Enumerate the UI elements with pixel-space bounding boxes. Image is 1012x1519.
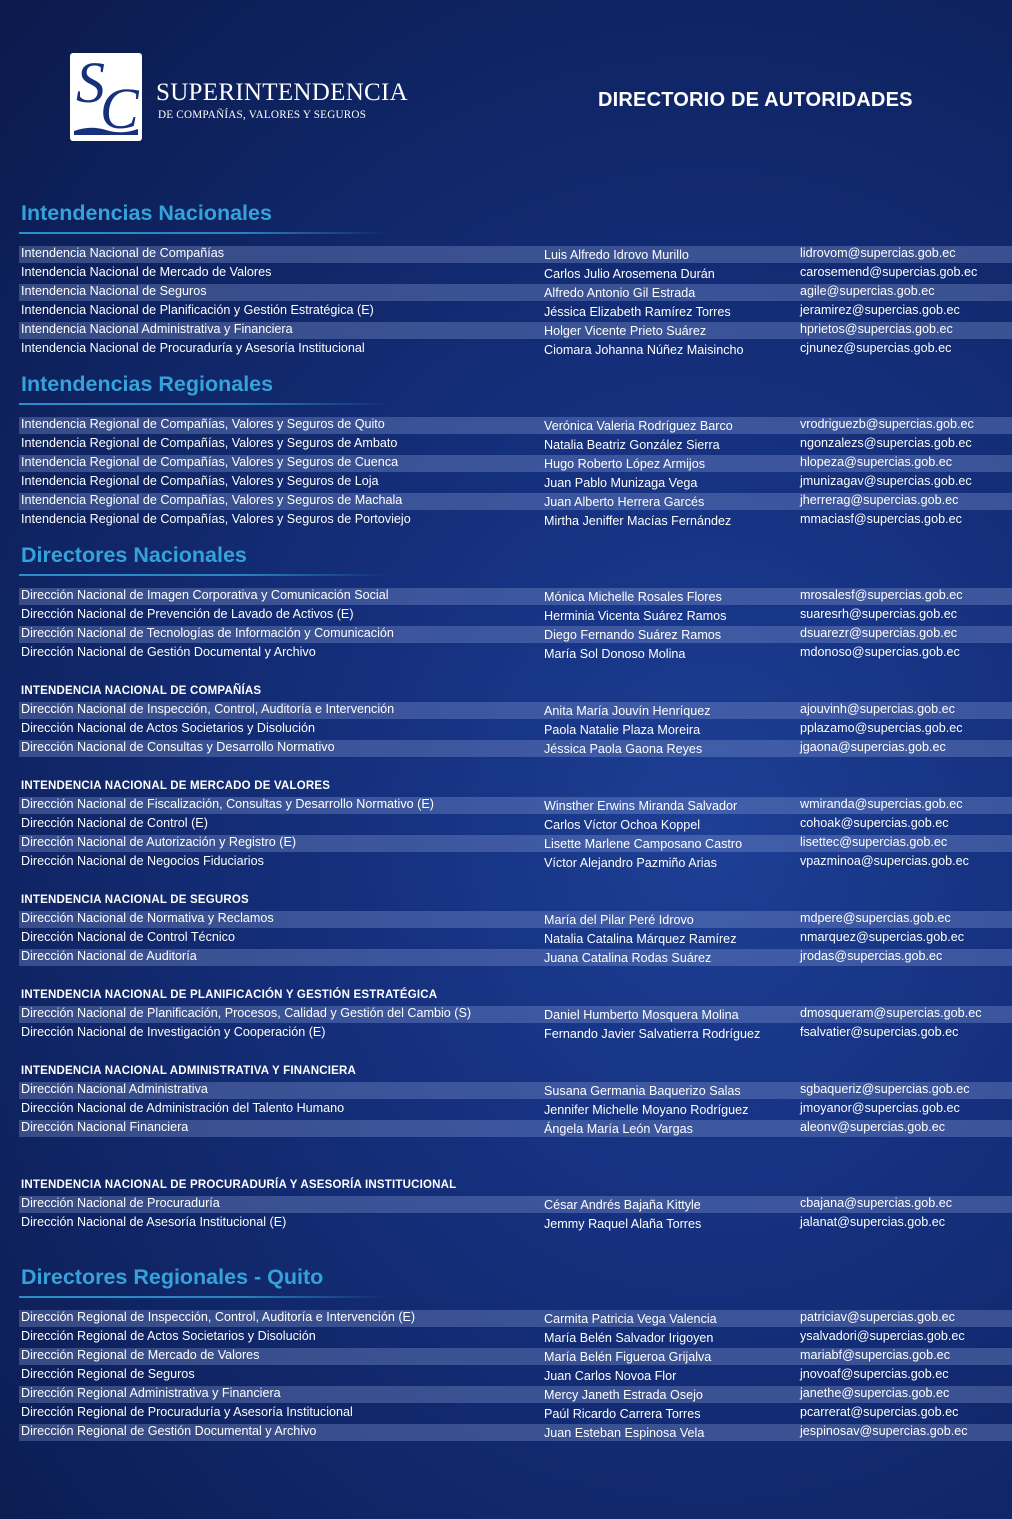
email-link[interactable]: jalanat@supercias.gob.ec <box>800 1215 946 1229</box>
wave-icon <box>74 125 138 135</box>
unit-cell: Dirección Regional de Actos Societarios y Disolución <box>21 1329 316 1343</box>
email-link[interactable]: jrodas@supercias.gob.ec <box>800 949 943 963</box>
unit-cell: Dirección Nacional de Fiscalización, Consultas y Desarrollo Normativo (E) <box>21 797 434 811</box>
subsection-heading-planificacion: INTENDENCIA NACIONAL DE PLANIFICACIÓN Y GESTIÓN ESTRATÉGICA <box>21 989 438 1001</box>
name-cell: Natalia Beatriz González Sierra <box>544 438 720 452</box>
subsection-heading-companias: INTENDENCIA NACIONAL DE COMPAÑÍAS <box>21 685 262 697</box>
unit-cell: Dirección Nacional de Control Técnico <box>21 930 235 944</box>
name-cell: María Sol Donoso Molina <box>544 647 686 661</box>
table-row <box>19 588 1012 605</box>
email-link[interactable]: jmunizagav@supercias.gob.ec <box>800 474 972 488</box>
email-link[interactable]: mariabf@supercias.gob.ec <box>800 1348 950 1362</box>
name-cell: Daniel Humberto Mosquera Molina <box>544 1008 739 1022</box>
section-heading-directores-regionales: Directores Regionales - Quito <box>21 1265 324 1289</box>
name-cell: Jéssica Elizabeth Ramírez Torres <box>544 305 731 319</box>
unit-cell: Dirección Regional Administrativa y Financiera <box>21 1386 281 1400</box>
email-link[interactable]: sgbaqueriz@supercias.gob.ec <box>800 1082 970 1096</box>
email-link[interactable]: lidrovom@supercias.gob.ec <box>800 246 956 260</box>
subsection-heading-mercado-valores: INTENDENCIA NACIONAL DE MERCADO DE VALORES <box>21 780 331 792</box>
table-row <box>19 436 1012 453</box>
table-row <box>19 702 1012 719</box>
name-cell: Susana Germania Baquerizo Salas <box>544 1084 741 1098</box>
table-row <box>19 911 1012 928</box>
table-row <box>19 1025 1012 1042</box>
unit-cell: Dirección Nacional de Investigación y Cooperación (E) <box>21 1025 326 1039</box>
name-cell: Fernando Javier Salvatierra Rodríguez <box>544 1027 761 1041</box>
name-cell: Anita María Jouvín Henríquez <box>544 704 711 718</box>
name-cell: Mirtha Jeniffer Macías Fernández <box>544 514 732 528</box>
unit-cell: Intendencia Regional de Compañías, Valores y Seguros de Ambato <box>21 436 398 450</box>
email-link[interactable]: jnovoaf@supercias.gob.ec <box>800 1367 949 1381</box>
name-cell: Juana Catalina Rodas Suárez <box>544 951 712 965</box>
table-row <box>19 284 1012 301</box>
table-row <box>19 1215 1012 1232</box>
unit-cell: Intendencia Regional de Compañías, Valores y Seguros de Cuenca <box>21 455 399 469</box>
section-divider <box>19 403 389 405</box>
unit-cell: Dirección Regional de Gestión Documental y Archivo <box>21 1424 317 1438</box>
email-link[interactable]: jgaona@supercias.gob.ec <box>800 740 946 754</box>
unit-cell: Dirección Nacional de Control (E) <box>21 816 208 830</box>
table-row <box>19 721 1012 738</box>
email-link[interactable]: suaresrh@supercias.gob.ec <box>800 607 957 621</box>
email-link[interactable]: hlopeza@supercias.gob.ec <box>800 455 953 469</box>
table-row <box>19 854 1012 871</box>
unit-cell: Intendencia Nacional de Procuraduría y Asesoría Institucional <box>21 341 365 355</box>
unit-cell: Dirección Nacional de Normativa y Reclamos <box>21 911 274 925</box>
name-cell: Herminia Vicenta Suárez Ramos <box>544 609 727 623</box>
name-cell: Diego Fernando Suárez Ramos <box>544 628 722 642</box>
unit-cell: Intendencia Regional de Compañías, Valores y Seguros de Machala <box>21 493 403 507</box>
name-cell: Juan Carlos Novoa Flor <box>544 1369 677 1383</box>
table-row <box>19 1082 1012 1099</box>
name-cell: Luis Alfredo Idrovo Murillo <box>544 248 689 262</box>
name-cell: Carlos Julio Arosemena Durán <box>544 267 715 281</box>
table-row <box>19 341 1012 358</box>
name-cell: María Belén Figueroa Grijalva <box>544 1350 712 1364</box>
unit-cell: Intendencia Regional de Compañías, Valores y Seguros de Loja <box>21 474 379 488</box>
section-heading-intendencias-regionales: Intendencias Regionales <box>21 372 274 396</box>
email-link[interactable]: lisettec@supercias.gob.ec <box>800 835 948 849</box>
email-link[interactable]: hprietos@supercias.gob.ec <box>800 322 953 336</box>
email-link[interactable]: janethe@supercias.gob.ec <box>800 1386 950 1400</box>
table-row <box>19 1329 1012 1346</box>
section-divider <box>19 574 389 576</box>
unit-cell: Intendencia Nacional Administrativa y Financiera <box>21 322 293 336</box>
unit-cell: Dirección Regional de Mercado de Valores <box>21 1348 260 1362</box>
name-cell: Hugo Roberto López Armijos <box>544 457 706 471</box>
table-row <box>19 1424 1012 1441</box>
unit-cell: Intendencia Nacional de Compañías <box>21 246 225 260</box>
name-cell: María del Pilar Peré Idrovo <box>544 913 694 927</box>
email-link[interactable]: vpazminoa@supercias.gob.ec <box>800 854 969 868</box>
name-cell: Ciomara Johanna Núñez Maisincho <box>544 343 744 357</box>
table-row <box>19 1196 1012 1213</box>
section-heading-directores-nacionales: Directores Nacionales <box>21 543 247 567</box>
table-row <box>19 1386 1012 1403</box>
logo-subtitle: DE COMPAÑÍAS, VALORES Y SEGUROS <box>158 109 367 121</box>
unit-cell: Dirección Regional de Procuraduría y Asesoría Institucional <box>21 1405 353 1419</box>
table-row <box>19 1006 1012 1023</box>
name-cell: Jennifer Michelle Moyano Rodríguez <box>544 1103 749 1117</box>
superintendencia-logo <box>70 50 409 143</box>
unit-cell: Dirección Nacional Administrativa <box>21 1082 208 1096</box>
name-cell: Juan Pablo Munizaga Vega <box>544 476 698 490</box>
name-cell: Verónica Valeria Rodríguez Barco <box>544 419 733 433</box>
name-cell: Natalia Catalina Márquez Ramírez <box>544 932 737 946</box>
unit-cell: Intendencia Nacional de Planificación y Gestión Estratégica (E) <box>21 303 374 317</box>
subsection-heading-seguros: INTENDENCIA NACIONAL DE SEGUROS <box>21 894 249 906</box>
table-row <box>19 835 1012 852</box>
table-row <box>19 1367 1012 1384</box>
name-cell: Lisette Marlene Camposano Castro <box>544 837 743 851</box>
email-link[interactable]: ajouvinh@supercias.gob.ec <box>800 702 955 716</box>
table-row <box>19 816 1012 833</box>
unit-cell: Dirección Nacional de Actos Societarios y Disolución <box>21 721 315 735</box>
email-link[interactable]: mdpere@supercias.gob.ec <box>800 911 951 925</box>
table-row <box>19 949 1012 966</box>
unit-cell: Dirección Nacional de Consultas y Desarrollo Normativo <box>21 740 335 754</box>
section-divider <box>19 1296 389 1298</box>
name-cell: Juan Esteban Espinosa Vela <box>544 1426 705 1440</box>
sc-monogram-icon: S C <box>70 53 142 141</box>
unit-cell: Dirección Nacional de Gestión Documental y Archivo <box>21 645 316 659</box>
name-cell: Winsther Erwins Miranda Salvador <box>544 799 738 813</box>
name-cell: Alfredo Antonio Gil Estrada <box>544 286 696 300</box>
name-cell: Paola Natalie Plaza Moreira <box>544 723 701 737</box>
table-row <box>19 512 1012 529</box>
email-link[interactable]: vrodriguezb@supercias.gob.ec <box>800 417 974 431</box>
table-row <box>19 1310 1012 1327</box>
email-link[interactable]: jespinosav@supercias.gob.ec <box>800 1424 968 1438</box>
unit-cell: Intendencia Regional de Compañías, Valores y Seguros de Quito <box>21 417 385 431</box>
email-link[interactable]: cohoak@supercias.gob.ec <box>800 816 949 830</box>
unit-cell: Dirección Nacional de Inspección, Control, Auditoría e Intervención <box>21 702 395 716</box>
email-link[interactable]: aleonv@supercias.gob.ec <box>800 1120 946 1134</box>
section-heading-intendencias-nacionales: Intendencias Nacionales <box>21 201 272 225</box>
email-link[interactable]: dsuarezr@supercias.gob.ec <box>800 626 957 640</box>
table-row <box>19 322 1012 339</box>
table-row <box>19 626 1012 643</box>
table-row <box>19 265 1012 282</box>
table-row <box>19 493 1012 510</box>
table-row <box>19 930 1012 947</box>
name-cell: Carmita Patricia Vega Valencia <box>544 1312 717 1326</box>
unit-cell: Dirección Nacional de Procuraduría <box>21 1196 220 1210</box>
unit-cell: Dirección Nacional Financiera <box>21 1120 189 1134</box>
email-link[interactable]: cbajana@supercias.gob.ec <box>800 1196 953 1210</box>
unit-cell: Dirección Nacional de Planificación, Procesos, Calidad y Gestión del Cambio (S) <box>21 1006 472 1020</box>
name-cell: Paúl Ricardo Carrera Torres <box>544 1407 701 1421</box>
logo-name: SUPERINTENDENCIA <box>156 79 409 106</box>
table-row <box>19 607 1012 624</box>
name-cell: Jemmy Raquel Alaña Torres <box>544 1217 702 1231</box>
unit-cell: Intendencia Nacional de Seguros <box>21 284 207 298</box>
table-row <box>19 1120 1012 1137</box>
email-link[interactable]: mmaciasf@supercias.gob.ec <box>800 512 962 526</box>
email-link[interactable]: wmiranda@supercias.gob.ec <box>800 797 963 811</box>
unit-cell: Dirección Nacional de Autorización y Registro (E) <box>21 835 297 849</box>
subsection-heading-procuraduria: INTENDENCIA NACIONAL DE PROCURADURÍA Y ASESORÍA INSTITUCIONAL <box>21 1179 457 1191</box>
email-link[interactable]: jherrerag@supercias.gob.ec <box>800 493 959 507</box>
table-row <box>19 740 1012 757</box>
table-row <box>19 455 1012 472</box>
unit-cell: Intendencia Nacional de Mercado de Valores <box>21 265 272 279</box>
name-cell: Ángela María León Vargas <box>544 1122 693 1136</box>
unit-cell: Dirección Nacional de Negocios Fiduciarios <box>21 854 264 868</box>
unit-cell: Dirección Nacional de Administración del Talento Humano <box>21 1101 345 1115</box>
name-cell: María Belén Salvador Irigoyen <box>544 1331 714 1345</box>
unit-cell: Dirección Nacional de Imagen Corporativa y Comunicación Social <box>21 588 389 602</box>
table-row <box>19 417 1012 434</box>
email-link[interactable]: mrosalesf@supercias.gob.ec <box>800 588 963 602</box>
name-cell: Mónica Michelle Rosales Flores <box>544 590 722 604</box>
subsection-heading-administrativa: INTENDENCIA NACIONAL ADMINISTRATIVA Y FINANCIERA <box>21 1065 357 1077</box>
page-title: DIRECTORIO DE AUTORIDADES <box>598 89 913 111</box>
table-row <box>19 474 1012 491</box>
name-cell: Juan Alberto Herrera Garcés <box>544 495 705 509</box>
name-cell: Víctor Alejandro Pazmiño Arias <box>544 856 717 870</box>
email-link[interactable]: jmoyanor@supercias.gob.ec <box>800 1101 960 1115</box>
unit-cell: Dirección Nacional de Auditoría <box>21 949 197 963</box>
name-cell: Jéssica Paola Gaona Reyes <box>544 742 703 756</box>
name-cell: Carlos Víctor Ochoa Koppel <box>544 818 701 832</box>
unit-cell: Dirección Nacional de Tecnologías de Información y Comunicación <box>21 626 394 640</box>
email-link[interactable]: carosemend@supercias.gob.ec <box>800 265 978 279</box>
table-row <box>19 1348 1012 1365</box>
table-row <box>19 246 1012 263</box>
email-link[interactable]: pplazamo@supercias.gob.ec <box>800 721 963 735</box>
unit-cell: Dirección Nacional de Prevención de Lavado de Activos (E) <box>21 607 354 621</box>
unit-cell: Intendencia Regional de Compañías, Valores y Seguros de Portoviejo <box>21 512 411 526</box>
email-link[interactable]: ngonzalezs@supercias.gob.ec <box>800 436 972 450</box>
email-link[interactable]: patriciav@supercias.gob.ec <box>800 1310 955 1324</box>
name-cell: César Andrés Bajaña Kittyle <box>544 1198 701 1212</box>
name-cell: Holger Vicente Prieto Suárez <box>544 324 707 338</box>
unit-cell: Dirección Regional de Inspección, Control, Auditoría e Intervención (E) <box>21 1310 416 1324</box>
email-link[interactable]: mdonoso@supercias.gob.ec <box>800 645 960 659</box>
email-link[interactable]: ysalvadori@supercias.gob.ec <box>800 1329 965 1343</box>
email-link[interactable]: fsalvatier@supercias.gob.ec <box>800 1025 959 1039</box>
email-link[interactable]: jeramirez@supercias.gob.ec <box>800 303 960 317</box>
table-row <box>19 1101 1012 1118</box>
email-link[interactable]: pcarrerat@supercias.gob.ec <box>800 1405 959 1419</box>
email-link[interactable]: dmosqueram@supercias.gob.ec <box>800 1006 982 1020</box>
table-row <box>19 645 1012 662</box>
table-row <box>19 797 1012 814</box>
unit-cell: Dirección Regional de Seguros <box>21 1367 195 1381</box>
email-link[interactable]: cjnunez@supercias.gob.ec <box>800 341 952 355</box>
email-link[interactable]: agile@supercias.gob.ec <box>800 284 935 298</box>
name-cell: Mercy Janeth Estrada Osejo <box>544 1388 703 1402</box>
table-row <box>19 1405 1012 1422</box>
unit-cell: Dirección Nacional de Asesoría Institucional (E) <box>21 1215 287 1229</box>
email-link[interactable]: nmarquez@supercias.gob.ec <box>800 930 964 944</box>
table-row <box>19 303 1012 320</box>
section-divider <box>19 232 389 234</box>
